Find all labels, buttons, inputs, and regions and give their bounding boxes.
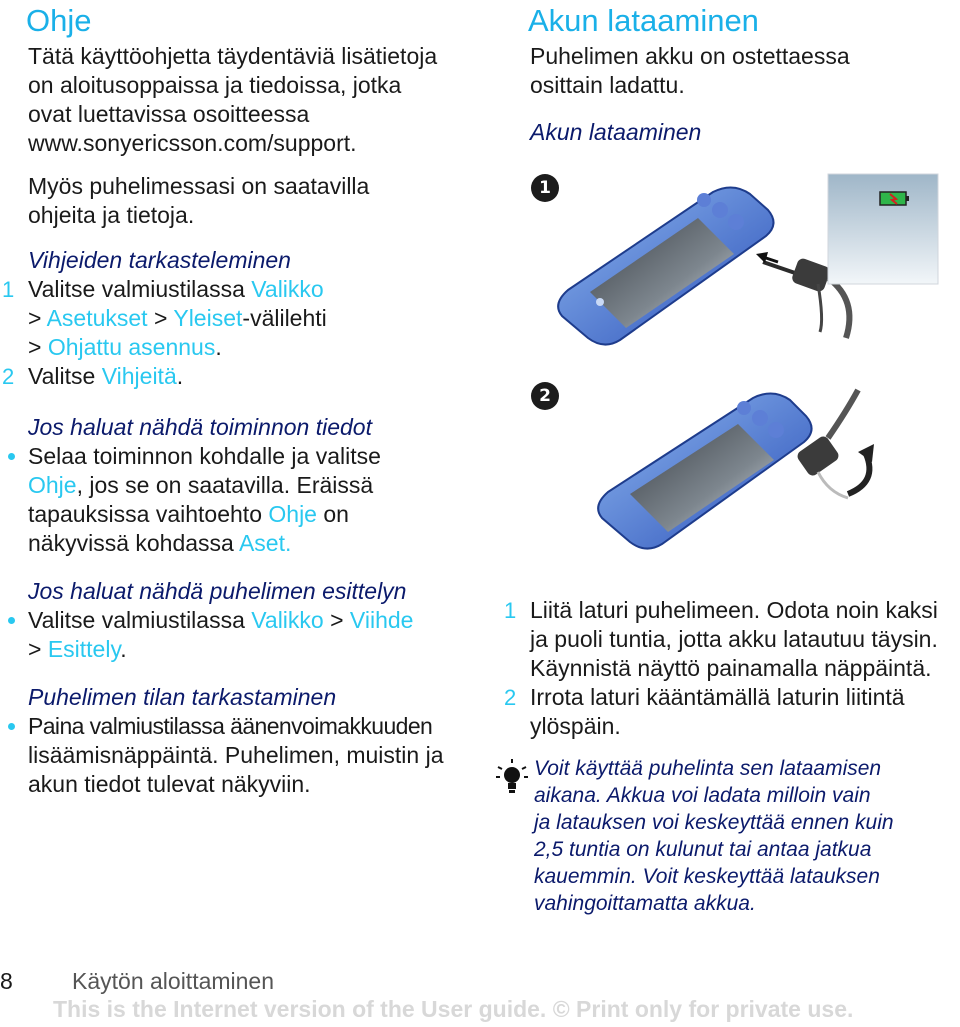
charging-steps: 1 Liitä laturi puhelimeen. Odota noin kaksi ja puoli tuntia, jotta akku latautuu täysin. Käynnistä näyttö painamalla näppäintä. 2 Irrota laturi kääntämällä laturin liitintä ylöspäin. (530, 596, 960, 741)
section-phone-status-title: Puhelimen tilan tarkastaminen (28, 684, 337, 710)
bullet-item: Valitse valmiustilassa Valikko > Viihde (28, 606, 478, 635)
bullet-icon (8, 723, 15, 730)
charging-step-1: 1 Liitä laturi puhelimeen. Odota noin kaksi (504, 597, 938, 623)
charging-step-2: 2 Irrota laturi kääntämällä laturin liitintä (504, 684, 905, 710)
tips-step-1: 1 Valitse valmiustilassa Valikko (2, 276, 324, 302)
section-function-info: Jos haluat nähdä toiminnon tiedot Selaa toiminnon kohdalle ja valitse Ohje, jos se on saatavilla. Eräissä tapauksissa vaihtoehto Ohje on näkyvissä kohdassa Aset. (28, 413, 478, 558)
bullet-icon (8, 453, 15, 460)
help-title: Ohje (26, 3, 92, 38)
step-1-badge: 1 (531, 174, 559, 202)
page-number: 8 (0, 968, 13, 994)
bullet-item: Selaa toiminnon kohdalle ja valitse (28, 442, 478, 471)
phone-unplug-illustration (528, 382, 948, 582)
lightbulb-icon (494, 757, 530, 797)
charging-subtitle: Akun lataaminen (530, 119, 702, 145)
step-2-badge: 2 (531, 382, 559, 410)
section-function-info-title: Jos haluat nähdä toiminnon tiedot (28, 414, 372, 440)
footer-section-title: Käytön aloittaminen (72, 968, 275, 994)
tips-step-2: 2 Valitse Vihjeitä. (2, 363, 184, 389)
section-phone-status: Puhelimen tilan tarkastaminen Paina valmiustilassa äänenvoimakkuuden lisäämisnäppäintä. Puhelimen, muistin ja akun tiedot tulevat näkyviin. (28, 683, 488, 799)
charging-title: Akun lataaminen (528, 3, 759, 38)
section-demo: Jos haluat nähdä puhelimen esittelyn Valitse valmiustilassa Valikko > Viihde > Esittely. (28, 577, 478, 664)
section-demo-title: Jos haluat nähdä puhelimen esittelyn (28, 578, 407, 604)
footer-notice: This is the Internet version of the User guide. © Print only for private use. (53, 996, 854, 1022)
section-tips: Vihjeiden tarkasteleminen 1 Valitse valmiustilassa Valikko > Asetukset > Yleiset-välilehti > Ohjattu asennus. 2 Valitse Vihjeitä. (28, 246, 478, 391)
help-intro-2: Myös puhelimessasi on saatavilla ohjeita ja tietoja. (28, 173, 370, 228)
charging-intro: Puhelimen akku on ostettaessa osittain ladattu. (530, 43, 850, 98)
bullet-icon (8, 617, 15, 624)
tip-note: Voit käyttää puhelinta sen lataamisen aikana. Akkua voi ladata milloin vain ja latauksen voi keskeyttää ennen kuin 2,5 tuntia on kulunut tai antaa jatkua kauemmin. Voit keskeyttää latauksen vahingoittamatta akkua. (528, 755, 948, 917)
phone-charger-illustration (528, 170, 948, 370)
charging-figure-1 (528, 170, 948, 370)
bullet-item: Paina valmiustilassa äänenvoimakkuuden (28, 712, 488, 741)
section-tips-title: Vihjeiden tarkasteleminen (28, 247, 291, 273)
help-intro: Tätä käyttöohjetta täydentäviä lisätietoja on aloitusoppaissa ja tiedoissa, jotka ovat luettavissa osoitteessa www.sonyericsson.com/support. (28, 43, 438, 156)
charging-figure-2 (528, 382, 948, 582)
